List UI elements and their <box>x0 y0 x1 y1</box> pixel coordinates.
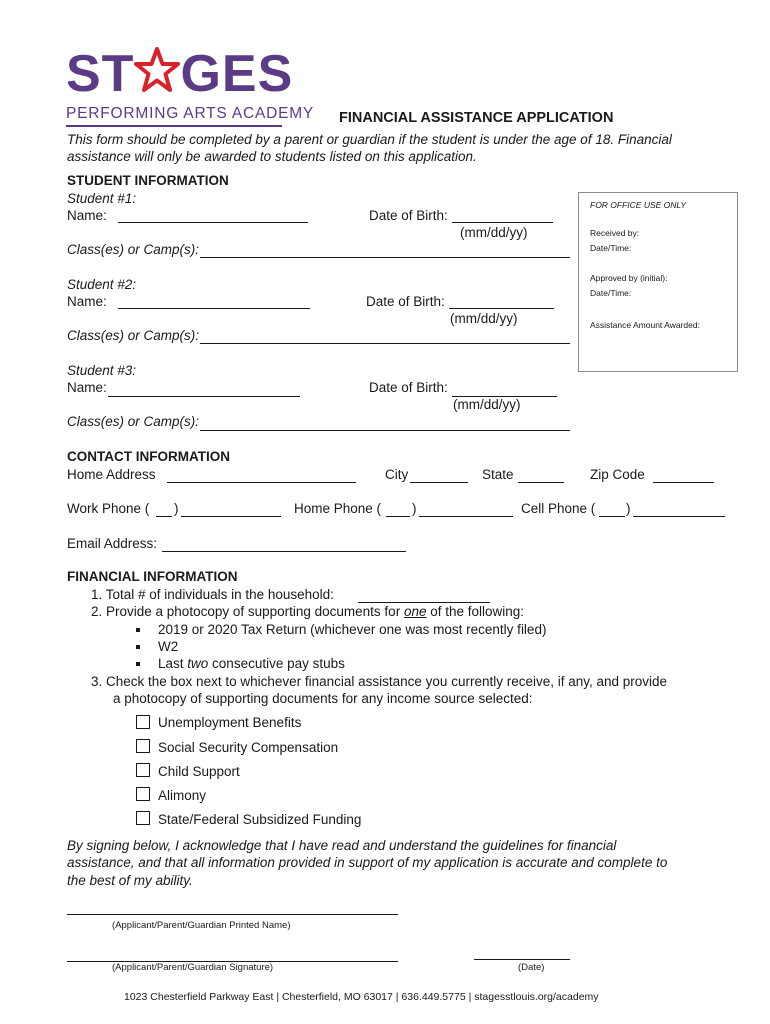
student-3-classes-label: Class(es) or Camp(s): <box>67 414 200 429</box>
student-info-heading: STUDENT INFORMATION <box>67 173 229 188</box>
footer-contact: 1023 Chesterfield Parkway East | Chesterfield, MO 63017 | 636.449.5775 | stagesstlouis.org/academy <box>124 991 599 1003</box>
student-1-dob-format: (mm/dd/yy) <box>460 225 528 240</box>
financial-item-3-line-1: 3. Check the box next to whichever financial assistance you currently receive, if any, and provide <box>91 674 668 689</box>
student-2-dob-format: (mm/dd/yy) <box>450 311 518 326</box>
home-address-label: Home Address <box>67 467 156 482</box>
state-label: State <box>482 467 514 482</box>
student-2-label: Student #2: <box>67 277 137 292</box>
doc-item-1-pre: 2019 or 2020 Tax Return (whichever one was most recently filed) <box>158 622 547 637</box>
student-3-name-field[interactable] <box>108 396 300 397</box>
doc-item-3 <box>158 656 345 671</box>
acknowledgement-line-3: the best of my ability. <box>67 873 193 888</box>
home-address-field[interactable] <box>167 482 356 483</box>
student-3-name-label: Name: <box>67 380 107 395</box>
student-1-label: Student #1: <box>67 191 137 206</box>
doc-item-3-post: consecutive pay stubs <box>208 656 345 671</box>
home-phone-paren: ) <box>412 501 417 516</box>
intro-line-1: This form should be completed by a parent or guardian if the student is under the age of 18. Financial <box>67 132 672 147</box>
printed-name-caption: (Applicant/Parent/Guardian Printed Name) <box>112 920 291 931</box>
office-received-by: Received by: <box>590 228 640 238</box>
office-date-time-2: Date/Time: <box>590 288 632 298</box>
option-unemployment: Unemployment Benefits <box>158 715 302 730</box>
student-3-dob-format: (mm/dd/yy) <box>453 397 521 412</box>
home-phone-area-field[interactable] <box>386 516 410 517</box>
student-2-classes-label: Class(es) or Camp(s): <box>67 328 200 343</box>
cell-phone-area-field[interactable] <box>599 516 625 517</box>
city-label: City <box>385 467 409 482</box>
work-phone-label: Work Phone ( <box>67 501 150 516</box>
financial-item-2 <box>91 604 524 619</box>
student-3-classes-field[interactable] <box>200 430 570 431</box>
city-field[interactable] <box>410 482 468 483</box>
student-2-name-label: Name: <box>67 294 107 309</box>
date-field[interactable] <box>474 959 570 960</box>
household-count-field[interactable] <box>358 602 490 603</box>
student-1-classes-label: Class(es) or Camp(s): <box>67 242 200 257</box>
acknowledgement-line-2: assistance, and that all information provided in support of my application is accurate and complete to <box>67 855 668 870</box>
doc-item-3-em: two <box>187 656 209 671</box>
financial-item-1: 1. Total # of individuals in the household: <box>91 587 334 602</box>
zip-field[interactable] <box>653 482 714 483</box>
page-title: FINANCIAL ASSISTANCE APPLICATION <box>339 110 614 126</box>
printed-name-field[interactable] <box>67 914 398 915</box>
student-2-dob-label: Date of Birth: <box>366 294 445 309</box>
student-3-label: Student #3: <box>67 363 137 378</box>
financial-item-2-pre: 2. Provide a photocopy of supporting documents for <box>91 604 404 619</box>
home-phone-field[interactable] <box>419 516 513 517</box>
checkbox-social-security[interactable] <box>136 739 150 753</box>
checkbox-state-federal[interactable] <box>136 811 150 825</box>
student-2-classes-field[interactable] <box>200 343 570 344</box>
work-phone-area-field[interactable] <box>156 516 172 517</box>
work-phone-paren: ) <box>174 501 179 516</box>
zip-label: Zip Code <box>590 467 645 482</box>
signature-caption: (Applicant/Parent/Guardian Signature) <box>112 962 274 973</box>
email-field[interactable] <box>162 551 406 552</box>
cell-phone-label: Cell Phone ( <box>521 501 596 516</box>
checkbox-alimony[interactable] <box>136 787 150 801</box>
state-field[interactable] <box>518 482 564 483</box>
cell-phone-paren: ) <box>626 501 631 516</box>
financial-item-2-emphasis: one <box>403 604 427 619</box>
option-child-support: Child Support <box>158 764 240 779</box>
office-use-box <box>578 192 738 372</box>
logo-text-ges: GES <box>180 45 294 103</box>
student-1-dob-label: Date of Birth: <box>369 208 448 223</box>
student-3-dob-label: Date of Birth: <box>369 380 448 395</box>
office-assistance-amount: Assistance Amount Awarded: <box>590 320 700 330</box>
office-approved-by: Approved by (initial): <box>590 273 668 283</box>
home-phone-label: Home Phone ( <box>294 501 382 516</box>
student-1-name-label: Name: <box>67 208 107 223</box>
doc-item-1 <box>158 622 546 637</box>
checkbox-unemployment[interactable] <box>136 715 150 729</box>
work-phone-field[interactable] <box>181 516 281 517</box>
date-caption: (Date) <box>518 962 545 973</box>
logo-underline <box>66 125 282 127</box>
student-1-dob-field[interactable] <box>452 222 553 223</box>
student-2-dob-field[interactable] <box>449 308 554 309</box>
doc-item-2-pre: W2 <box>158 639 179 654</box>
student-1-classes-field[interactable] <box>200 257 570 258</box>
bullet-icon <box>136 662 140 666</box>
financial-item-2-post: of the following: <box>426 604 525 619</box>
logo-star-icon <box>134 47 180 91</box>
logo-text-st: ST <box>66 45 135 103</box>
office-title: FOR OFFICE USE ONLY <box>590 200 687 210</box>
student-2-name-field[interactable] <box>118 308 310 309</box>
financial-info-heading: FINANCIAL INFORMATION <box>67 569 238 584</box>
financial-item-3-line-2: a photocopy of supporting documents for any income source selected: <box>113 691 533 706</box>
option-alimony: Alimony <box>158 788 207 803</box>
email-label: Email Address: <box>67 536 158 551</box>
bullet-icon <box>136 645 140 649</box>
doc-item-2 <box>158 639 178 654</box>
option-social-security: Social Security Compensation <box>158 740 339 755</box>
logo-wordmark <box>66 46 293 102</box>
logo <box>66 45 315 128</box>
bullet-icon <box>136 628 140 632</box>
doc-item-3-pre: Last <box>158 656 188 671</box>
logo-subtitle: PERFORMING ARTS ACADEMY <box>66 105 315 122</box>
checkbox-child-support[interactable] <box>136 763 150 777</box>
office-date-time-1: Date/Time: <box>590 243 632 253</box>
contact-info-heading: CONTACT INFORMATION <box>67 449 230 464</box>
student-1-name-field[interactable] <box>118 222 308 223</box>
intro-line-2: assistance will only be awarded to students listed on this application. <box>67 149 477 164</box>
acknowledgement-line-1: By signing below, I acknowledge that I have read and understand the guidelines for financial <box>67 838 617 853</box>
cell-phone-field[interactable] <box>633 516 725 517</box>
option-state-federal: State/Federal Subsidized Funding <box>158 812 362 827</box>
